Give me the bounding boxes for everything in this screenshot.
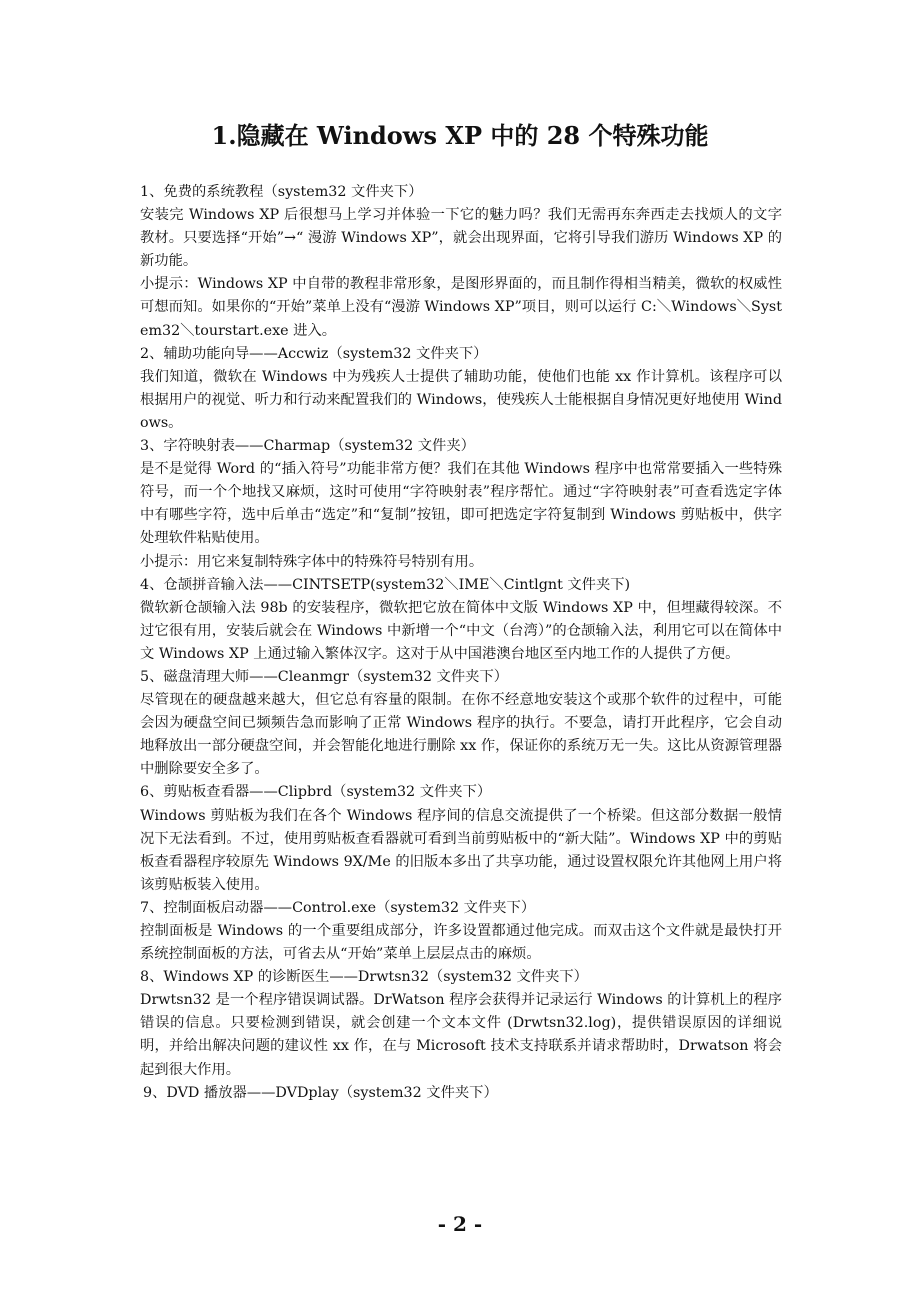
tip-paragraph: 小提示：Windows XP 中自带的教程非常形象，是图形界面的，而且制作得相当精美，微软的权威性可想而知。如果你的“开始”菜单上没有“漫游 Windows XP”项目，则可以运行 C:＼Windows＼System32＼tourstart.exe 进入。 (140, 276, 782, 339)
document-body (140, 181, 782, 1105)
heading-item-2: 2、辅助功能向导——Accwiz（system32 文件夹下） (140, 345, 488, 362)
body-paragraph: 微软新仓颉输入法 98b 的安装程序，微软把它放在简体中文版 Windows XP 中，但埋藏得较深。不过它很有用，安装后就会在 Windows 中新增一个“中文（台湾）”的仓颉输入法，利用它可以在简体中文 Windows XP 上通过输入繁体汉字。这对于从中国港澳台地区至内地工作的人提供了方便。 (140, 599, 782, 662)
body-paragraph: 尽管现在的硬盘越来越大，但它总有容量的限制。在你不经意地安装这个或那个软件的过程中，可能会因为硬盘空间已频频告急而影响了正常 Windows 程序的执行。不要急，请打开此程序，它会自动地释放出一部分硬盘空间，并会智能化地进行删除 xx 作，保证你的系统万无一失。这比从资源管理器中删除要安全多了。 (140, 692, 782, 778)
heading-item-5: 5、磁盘清理大师——Cleanmgr（system32 文件夹下） (140, 668, 509, 685)
body-paragraph: 控制面板是 Windows 的一个重要组成部分，许多设置都通过他完成。而双击这个文件就是最快打开系统控制面板的方法，可省去从“开始”菜单上层层点击的麻烦。 (140, 923, 782, 963)
body-paragraph: Drwtsn32 是一个程序错误调试器。DrWatson 程序会获得并记录运行 Windows 的计算机上的程序错误的信息。只要检测到错误，就会创建一个文本文件 (Drwtsn32.log)，提供错误原因的详细说明，并给出解决问题的建议性 xx 作，在与 Microsoft 技术支持联系并请求帮助时，Drwatson 将会起到很大作用。 (140, 992, 782, 1078)
heading-item-9: 9、DVD 播放器——DVDplay（system32 文件夹下） (143, 1084, 498, 1101)
document-title: 1.隐藏在 Windows XP 中的 28 个特殊功能 (211, 121, 709, 150)
body-paragraph: 是不是觉得 Word 的“插入符号”功能非常方便？我们在其他 Windows 程序中也常常要插入一些特殊符号，而一个个地找又麻烦，这时可使用“字符映射表”程序帮忙。通过“字符映射表”可查看选定字体中有哪些字符，选中后单击“选定”和“复制”按钮，即可把选定字符复制到 Windows 剪贴板中，供字处理软件粘贴使用。 (140, 461, 782, 547)
body-paragraph: 我们知道，微软在 Windows 中为残疾人士提供了辅助功能，使他们也能 xx 作计算机。该程序可以根据用户的视觉、听力和行动来配置我们的 Windows，使残疾人士能根据自身情况更好地使用 Windows。 (140, 368, 782, 431)
heading-item-8: 8、Windows XP 的诊断医生——Drwtsn32（system32 文件夹下） (140, 969, 588, 986)
heading-item-6: 6、剪贴板查看器——Clipbrd（system32 文件夹下） (140, 784, 492, 801)
heading-item-7: 7、控制面板启动器——Control.exe（system32 文件夹下） (140, 899, 536, 916)
page-number: - 2 - (437, 1212, 483, 1236)
body-paragraph: 安装完 Windows XP 后很想马上学习并体验一下它的魅力吗？我们无需再东奔西走去找烦人的文字教材。只要选择“开始”→“ 漫游 Windows XP”，就会出现界面，它将引导我们游历 Windows XP 的新功能。 (140, 207, 782, 270)
heading-item-4: 4、仓颉拼音输入法——CINTSETP(system32＼IME＼Cintlgnt 文件夹下) (140, 576, 631, 593)
heading-item-1: 1、免费的系统教程（system32 文件夹下） (140, 184, 423, 200)
body-paragraph: Windows 剪贴板为我们在各个 Windows 程序间的信息交流提供了一个桥梁。但这部分数据一般情况下无法看到。不过，使用剪贴板查看器就可看到当前剪贴板中的“新大陆”。Windows XP 中的剪贴板查看器程序较原先 Windows 9X/Me 的旧版本多出了共享功能，通过设置权限允许其他网上用户将该剪贴板装入使用。 (140, 807, 782, 893)
heading-item-3: 3、字符映射表——Charmap（system32 文件夹） (140, 438, 475, 455)
tip-paragraph: 小提示：用它来复制特殊字体中的特殊符号特别有用。 (140, 553, 484, 570)
